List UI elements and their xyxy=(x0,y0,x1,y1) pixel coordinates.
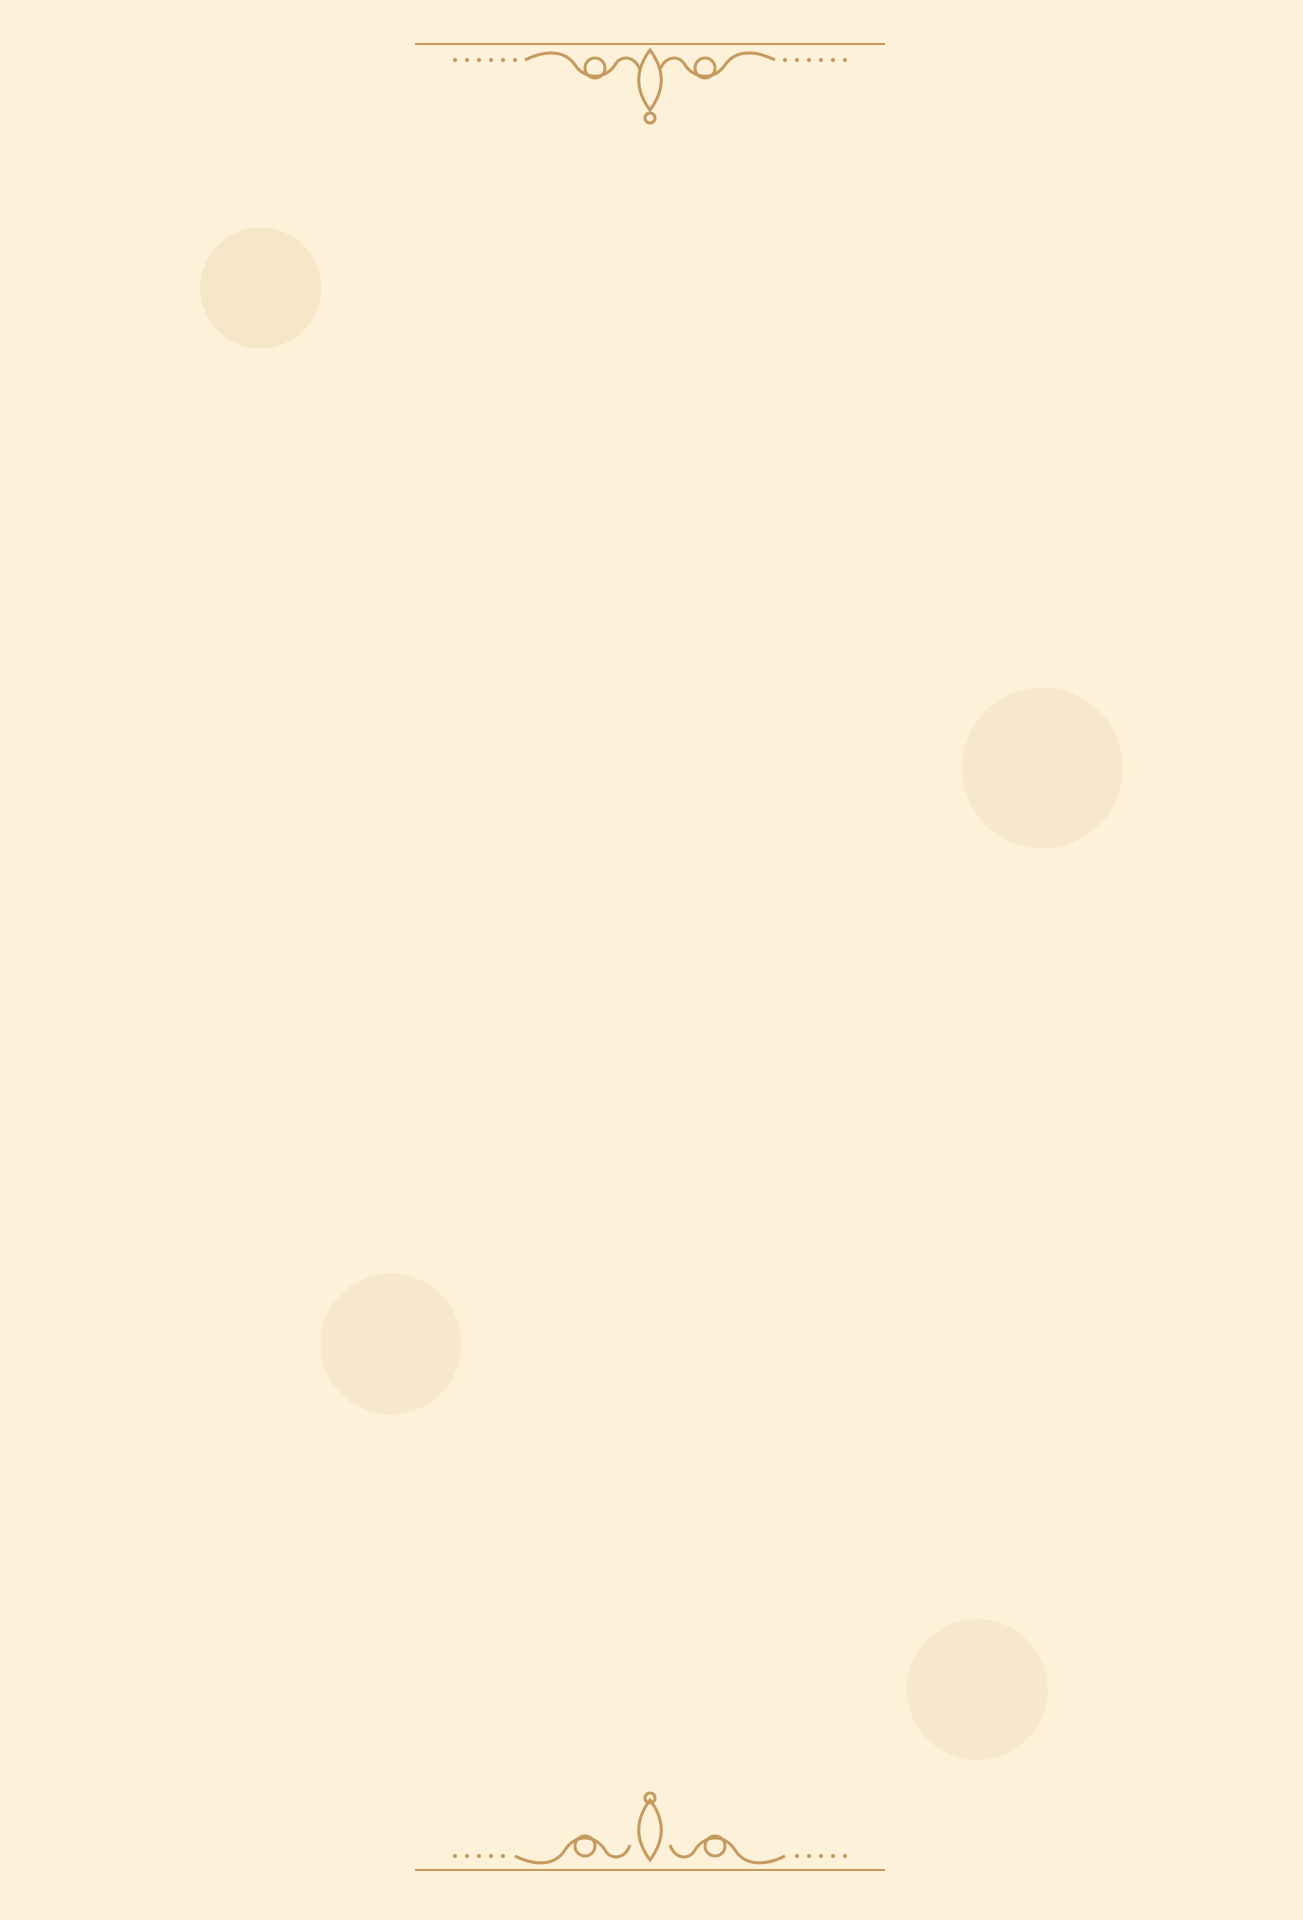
bottom-ornament xyxy=(415,1790,885,1880)
top-ornament xyxy=(415,40,885,130)
